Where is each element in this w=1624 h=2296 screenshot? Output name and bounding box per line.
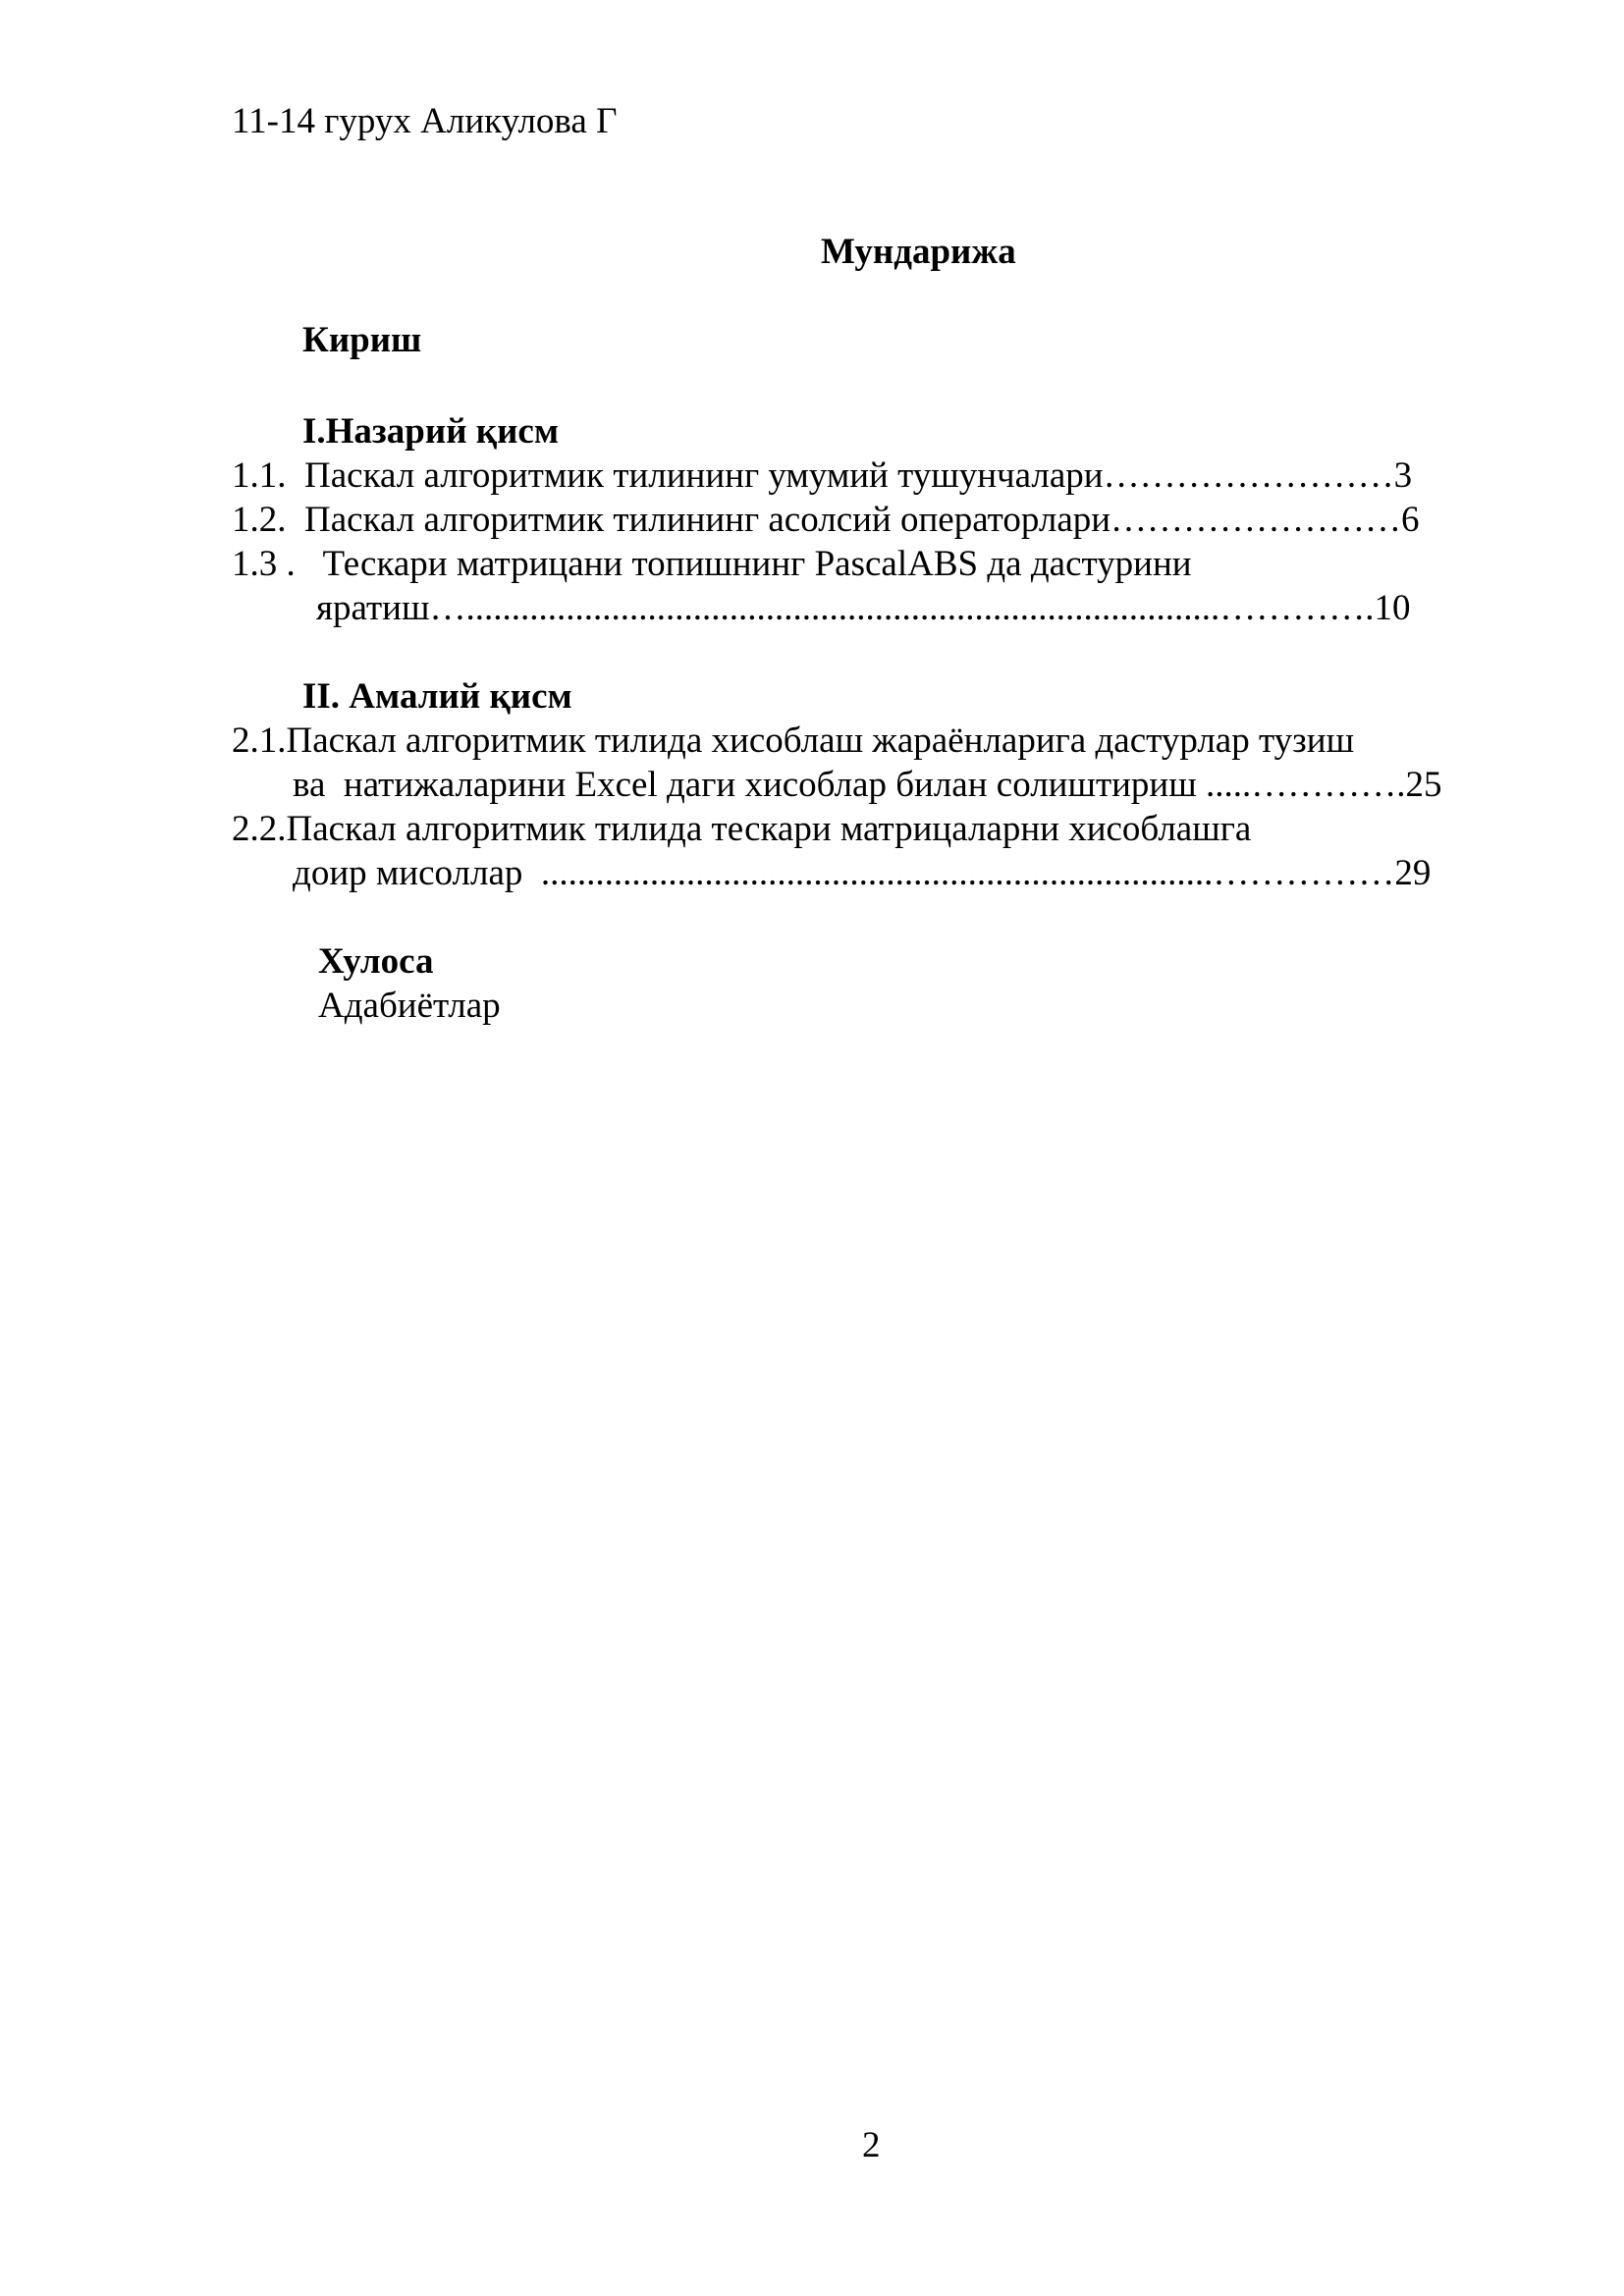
toc-references: Адабиётлар [318,986,501,1026]
toc-conclusion: Хулоса [318,941,434,982]
toc-part2-heading: II. Амалий қисм [302,676,572,717]
author-line: 11-14 гурух Аликулова Г [232,101,618,141]
page-number: 2 [862,2125,881,2165]
toc-item-1-2: 1.2. Паскал алгоритмик тилининг асолсий операторлари……………………6 [232,500,1420,540]
toc-title: Мундарижа [821,232,1016,272]
toc-intro: Кириш [302,320,422,360]
toc-item-1-3-line2: яратиш…...................................................................................………….10 [316,588,1411,628]
toc-item-1-3-line1: 1.3 . Тескари матрицани топишнинг PascalABS да дастурини [232,544,1192,584]
toc-part1-heading: I.Назарий қисм [302,411,560,452]
toc-item-2-2-line1: 2.2.Паскал алгоритмик тилида тескари матрицаларни хисоблашга [232,809,1252,849]
toc-item-2-2-line2: доир мисоллар ..........................................................................……………29 [293,853,1432,893]
toc-item-2-1-line1: 2.1.Паскал алгоритмик тилида хисоблаш жараёнларига дастурлар тузиш [232,721,1355,761]
toc-item-2-1-line2: ва натижаларини Excel даги хисоблар билан солиштириш .....………….25 [293,765,1442,805]
toc-item-1-1: 1.1. Паскал алгоритмик тилининг умумий тушунчалари……………………3 [232,455,1413,496]
